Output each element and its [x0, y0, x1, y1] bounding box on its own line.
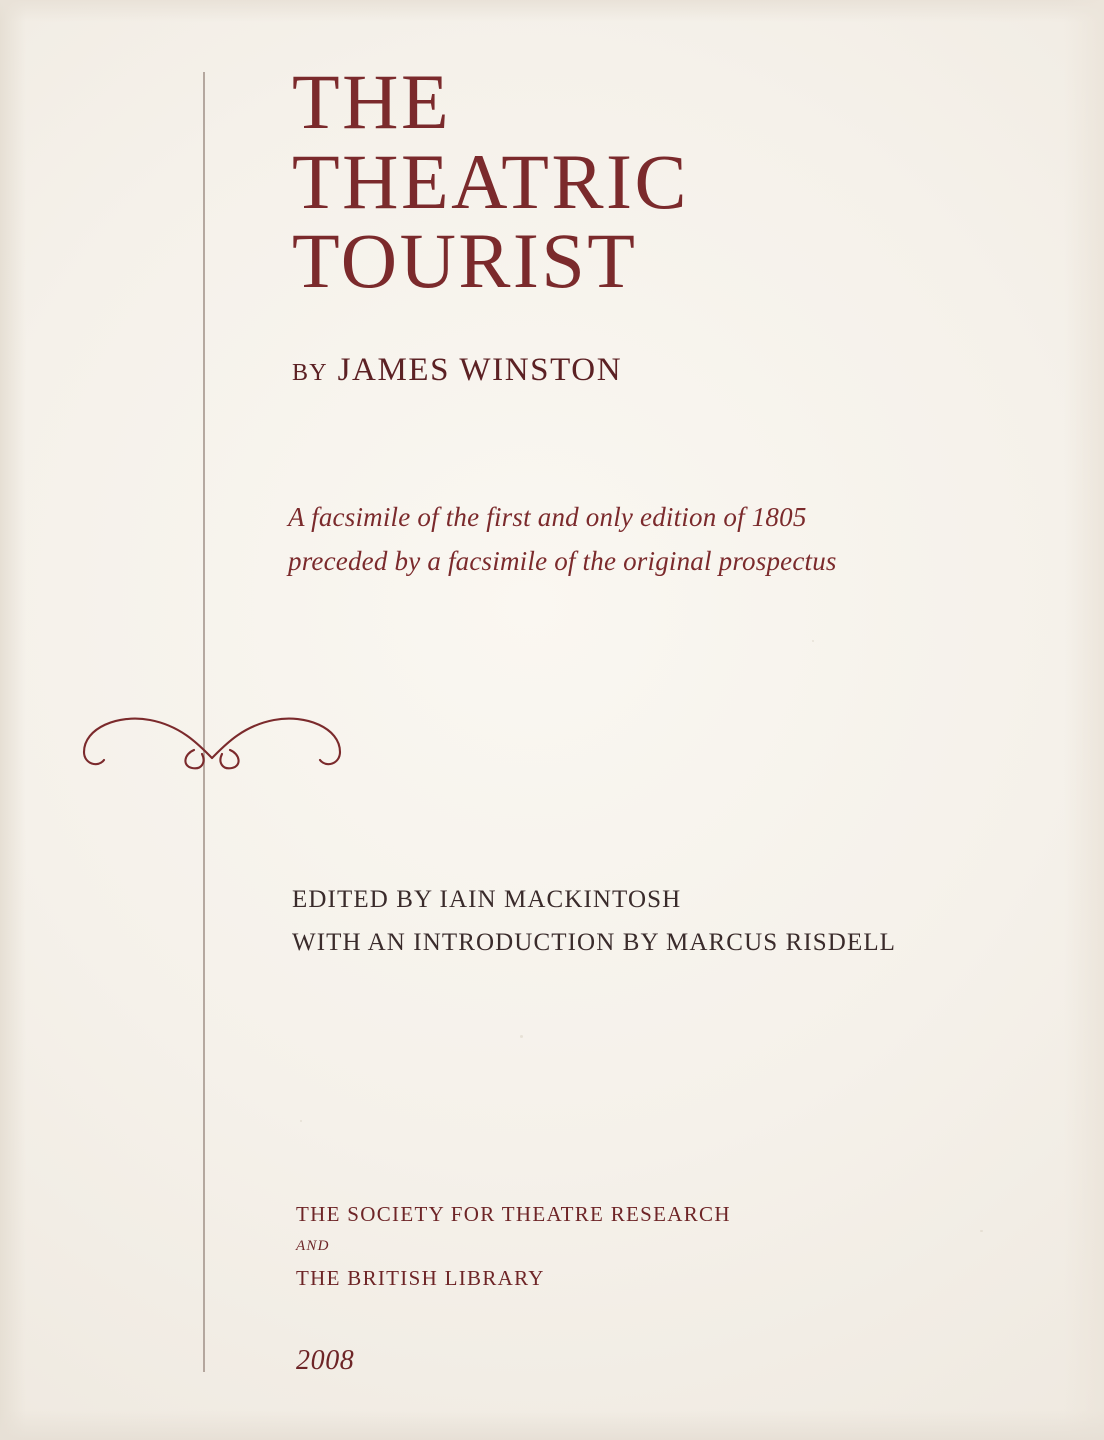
subtitle: [288, 496, 837, 583]
author-name: JAMES WINSTON: [337, 352, 623, 388]
publisher-line-1: THE SOCIETY FOR THEATRE RESEARCH: [296, 1202, 731, 1226]
paper-speck: [980, 1230, 983, 1232]
credits: [292, 878, 896, 964]
book-title-line-3: TOURIST: [292, 217, 638, 305]
book-title-line-1: THE: [292, 58, 452, 145]
publisher-block: [296, 1204, 731, 1303]
introduction-line: WITH AN INTRODUCTION BY MARCUS RISDELL: [292, 929, 897, 956]
subtitle-line-1: A facsimile of the first and only edition of 1805: [288, 502, 807, 532]
publication-year: 2008: [296, 1345, 355, 1376]
calligraphic-flourish-icon: [78, 688, 348, 778]
subtitle-line-2: preceded by a facsimile of the original prospectus: [288, 545, 837, 576]
author-byline: [292, 352, 622, 389]
paper-speck: [812, 640, 814, 642]
book-title: [292, 58, 689, 305]
publisher-conjunction: AND: [296, 1238, 330, 1254]
paper-speck: [300, 1120, 302, 1122]
byline-prefix: BY: [292, 360, 328, 386]
book-title-line-2: THEATRIC: [292, 137, 689, 225]
paper-speck: [520, 1035, 523, 1038]
publisher-line-2: THE BRITISH LIBRARY: [296, 1266, 545, 1290]
editor-line: EDITED BY IAIN MACKINTOSH: [292, 886, 682, 913]
